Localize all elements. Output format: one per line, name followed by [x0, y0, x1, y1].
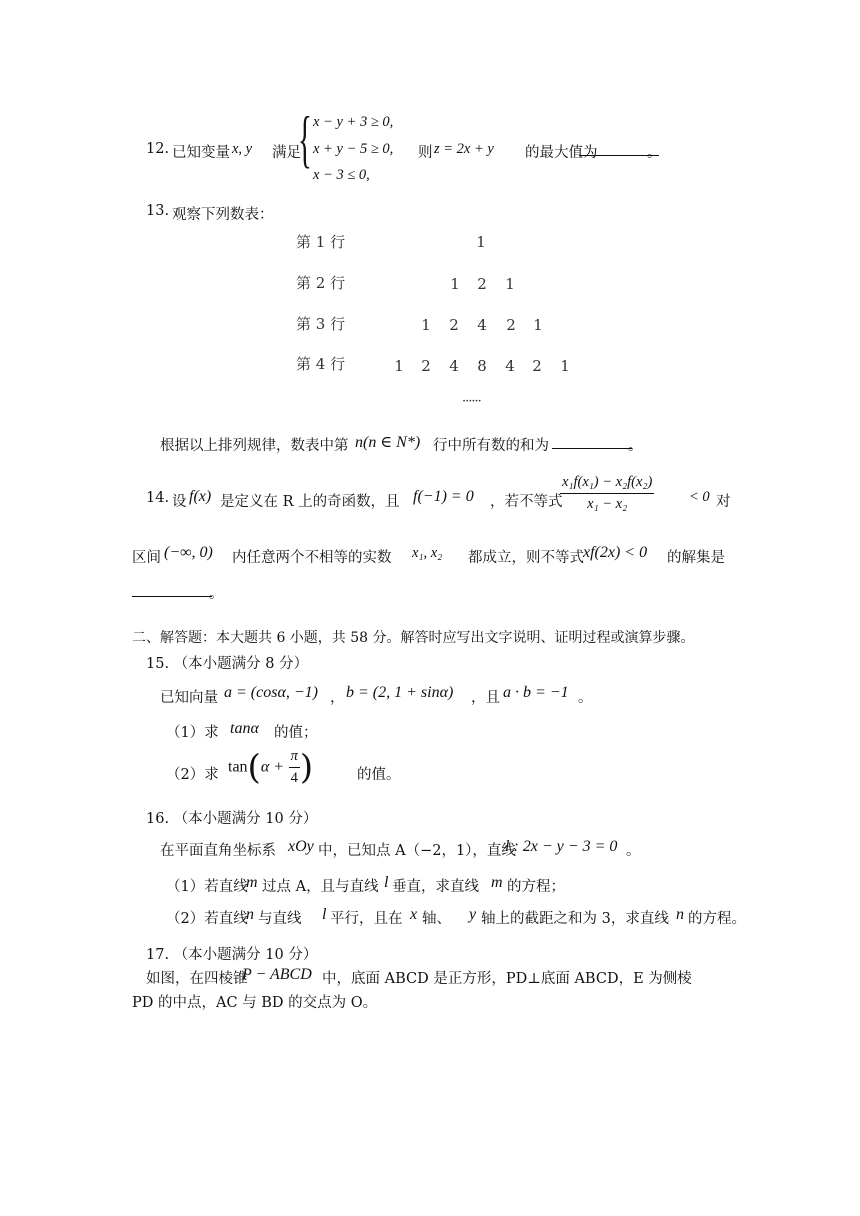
alpha-plus: α +	[260, 758, 285, 776]
q16-part2-a: （2）若直线	[166, 911, 248, 927]
fraction-denominator: x₁ − x₂	[587, 496, 628, 512]
q12-inequality-3: x − 3 ≤ 0,	[313, 167, 370, 183]
line-l: l	[384, 874, 389, 891]
q12-text-c: 的最大值为	[525, 145, 598, 161]
q14-end: 。	[209, 586, 224, 602]
q15-part1-b: 的值；	[274, 725, 318, 741]
q15-part2-a: （2）求	[166, 767, 219, 783]
table-ellipsis: ······	[462, 394, 481, 409]
q16-header: 16. （本小题满分 10 分）	[146, 811, 318, 827]
row-1-label: 第 1 行	[296, 233, 346, 251]
line-l: l	[322, 906, 327, 923]
row-2-value: 1	[505, 275, 515, 293]
q13-number: 13.	[146, 203, 170, 219]
row-4-label: 第 4 行	[296, 355, 346, 373]
q14-text-6: 内任意两个不相等的实数	[232, 550, 392, 566]
q14-interval: (−∞, 0)	[164, 544, 213, 561]
q14-text-3: ，若不等式	[490, 494, 563, 510]
row-3-value: 1	[421, 316, 431, 334]
q16-part1-c: 垂直，求直线	[392, 879, 479, 895]
q13-question-b: 行中所有数的和为	[433, 438, 549, 454]
q14-text-5: 区间	[132, 550, 161, 566]
q16-end: 。	[626, 843, 641, 859]
four-denominator: 4	[290, 770, 298, 786]
pi-numerator: π	[289, 748, 300, 768]
q14-text-8: 的解集是	[667, 550, 725, 566]
answer-blank	[132, 582, 212, 601]
line-l-equation: l : 2x − y − 3 = 0	[505, 838, 618, 855]
tan-alpha: tanα	[230, 720, 259, 737]
q15-part2-b: 的值。	[357, 767, 401, 783]
row-1-value: 1	[476, 233, 486, 251]
q12-end: 。	[647, 145, 662, 161]
y-axis: y	[469, 906, 477, 923]
q14-fraction	[560, 474, 654, 513]
q14-ineq-2: xf(2x) < 0	[583, 544, 648, 561]
pyramid-name: P − ABCD	[242, 966, 312, 983]
row-2-value: 2	[477, 275, 487, 293]
line-n: n	[676, 906, 684, 923]
q16-part2-c: 平行，且在	[330, 911, 403, 927]
left-paren: (	[247, 747, 261, 788]
fraction-numerator: x₁f(x₁) − x₂f(x₂)	[560, 474, 654, 494]
q15-end: 。	[578, 690, 593, 706]
row-4-value: 8	[477, 357, 487, 375]
q16-intro-a: 在平面直角坐标系	[160, 843, 276, 859]
answer-blank	[552, 434, 632, 453]
dot-product: a · b = −1	[503, 684, 569, 701]
q14-x12: x₁, x₂	[412, 545, 443, 561]
q16-part2-e: 轴上的截距之和为 3，求直线	[481, 911, 669, 927]
q16-part1-b: 过点 A，且与直线	[262, 879, 379, 895]
q17-line1-a: 如图，在四棱锥	[146, 971, 248, 987]
q12-objective: z = 2x + y	[434, 141, 494, 157]
q14-text-2: 是定义在 R 上的奇函数，且	[220, 494, 400, 510]
system-brace: {	[298, 103, 312, 174]
q16-part1-a: （1）若直线	[166, 879, 248, 895]
row-4-value: 2	[421, 357, 431, 375]
q15-header: 15. （本小题满分 8 分）	[146, 656, 309, 672]
row-2-value: 1	[450, 275, 460, 293]
row-3-value: 2	[449, 316, 459, 334]
section-heading: 二、解答题：本大题共 6 小题，共 58 分。解答时应写出文字说明、证明过程或演算步骤。	[132, 630, 695, 646]
row-2-label: 第 2 行	[296, 274, 346, 292]
q13-question-a: 根据以上排列规律，数表中第	[160, 438, 349, 454]
q15-given-b: ，且	[471, 690, 500, 706]
q15-part1-a: （1）求	[166, 725, 219, 741]
row-4-value: 1	[560, 357, 570, 375]
q14-text-7: 都成立，则不等式	[468, 550, 584, 566]
q14-number: 14.	[146, 490, 170, 506]
q14-text-4: 对	[716, 494, 731, 510]
q16-part1-d: 的方程；	[507, 879, 565, 895]
q16-intro-b: 中，已知点 A（−2，1），直线	[318, 843, 516, 859]
row-4-value: 1	[394, 357, 404, 375]
q13-intro: 观察下列数表：	[172, 207, 274, 223]
line-m: m	[246, 874, 258, 891]
q16-part2-b: 与直线	[258, 911, 302, 927]
q16-part2-f: 的方程。	[688, 911, 746, 927]
q13-end: 。	[628, 438, 643, 454]
q12-vars: x, y	[232, 141, 253, 157]
q12-inequality-1: x − y + 3 ≥ 0,	[313, 114, 394, 130]
q15-sep: ，	[330, 690, 345, 706]
q12-then: 则	[418, 145, 433, 161]
row-4-value: 2	[532, 357, 542, 375]
right-paren: )	[299, 747, 314, 788]
q15-tan-expression	[228, 748, 313, 787]
row-3-value: 4	[477, 316, 487, 334]
number-table	[296, 226, 596, 416]
x-axis: x	[410, 906, 418, 923]
q12-text-a: 已知变量	[172, 145, 230, 161]
q12-number: 12.	[146, 141, 170, 157]
coordinate-system: xOy	[288, 838, 314, 855]
line-m: m	[491, 874, 503, 891]
q17-line2: PD 的中点，AC 与 BD 的交点为 O。	[132, 995, 378, 1011]
q14-text-1: 设	[172, 494, 187, 510]
row-4-value: 4	[505, 357, 515, 375]
row-4-value: 4	[449, 357, 459, 375]
row-3-value: 1	[533, 316, 543, 334]
q15-given-a: 已知向量	[160, 690, 218, 706]
q17-header: 17. （本小题满分 10 分）	[146, 947, 318, 963]
q12-text-b: 满足	[272, 145, 301, 161]
row-3-label: 第 3 行	[296, 315, 346, 333]
line-n: n	[246, 906, 254, 923]
vector-b: b = (2, 1 + sinα)	[346, 684, 454, 701]
vector-a: a = (cosα, −1)	[224, 684, 318, 701]
row-3-value: 2	[506, 316, 516, 334]
tan-label: tan	[228, 758, 248, 776]
q17-line1-b: 中，底面 ABCD 是正方形，PD⊥底面 ABCD，E 为侧棱	[322, 971, 692, 987]
q16-part2-d: 轴、	[422, 911, 451, 927]
q14-fx: f(x)	[189, 488, 212, 505]
q14-condition: f(−1) = 0	[413, 488, 474, 505]
q12-inequality-2: x + y − 5 ≥ 0,	[313, 141, 394, 157]
q14-ineq: < 0	[689, 489, 710, 505]
q13-row-index: n(n ∈ N*)	[355, 434, 421, 451]
